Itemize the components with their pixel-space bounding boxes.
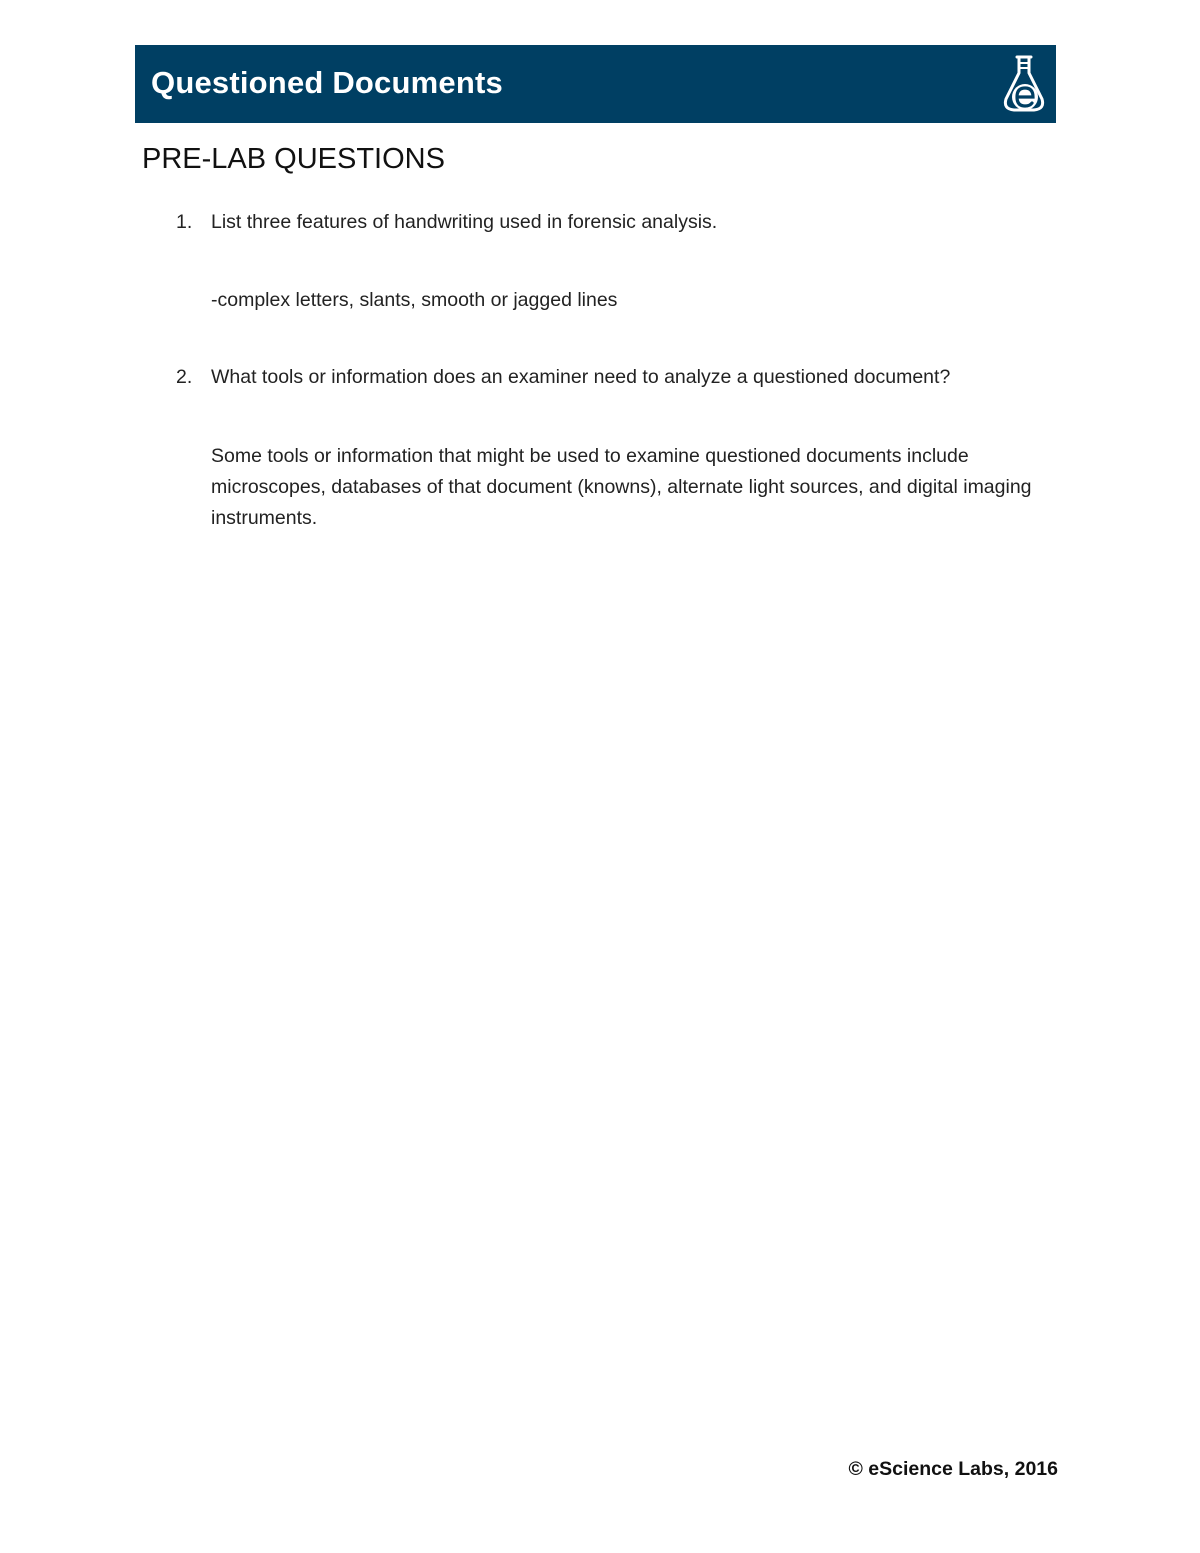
document-title: Questioned Documents: [151, 65, 503, 100]
question-text: List three features of handwriting used in forensic analysis.: [211, 211, 718, 233]
question-number: 1.: [176, 211, 193, 233]
header-bar: [135, 45, 1056, 123]
question-number: 2.: [176, 366, 193, 388]
copyright-footer: © eScience Labs, 2016: [848, 1458, 1058, 1480]
section-heading: PRE-LAB QUESTIONS: [142, 143, 445, 175]
answer-text: Some tools or information that might be used to examine questioned documents include microscopes, databases of that document (knowns), alternate light sources, and digital imaging instruments.: [211, 445, 1032, 529]
answer-text: -complex letters, slants, smooth or jagged lines: [211, 289, 618, 311]
question-text: What tools or information does an examiner need to analyze a questioned document?: [211, 366, 951, 388]
flask-e-logo-icon: [1000, 53, 1048, 115]
